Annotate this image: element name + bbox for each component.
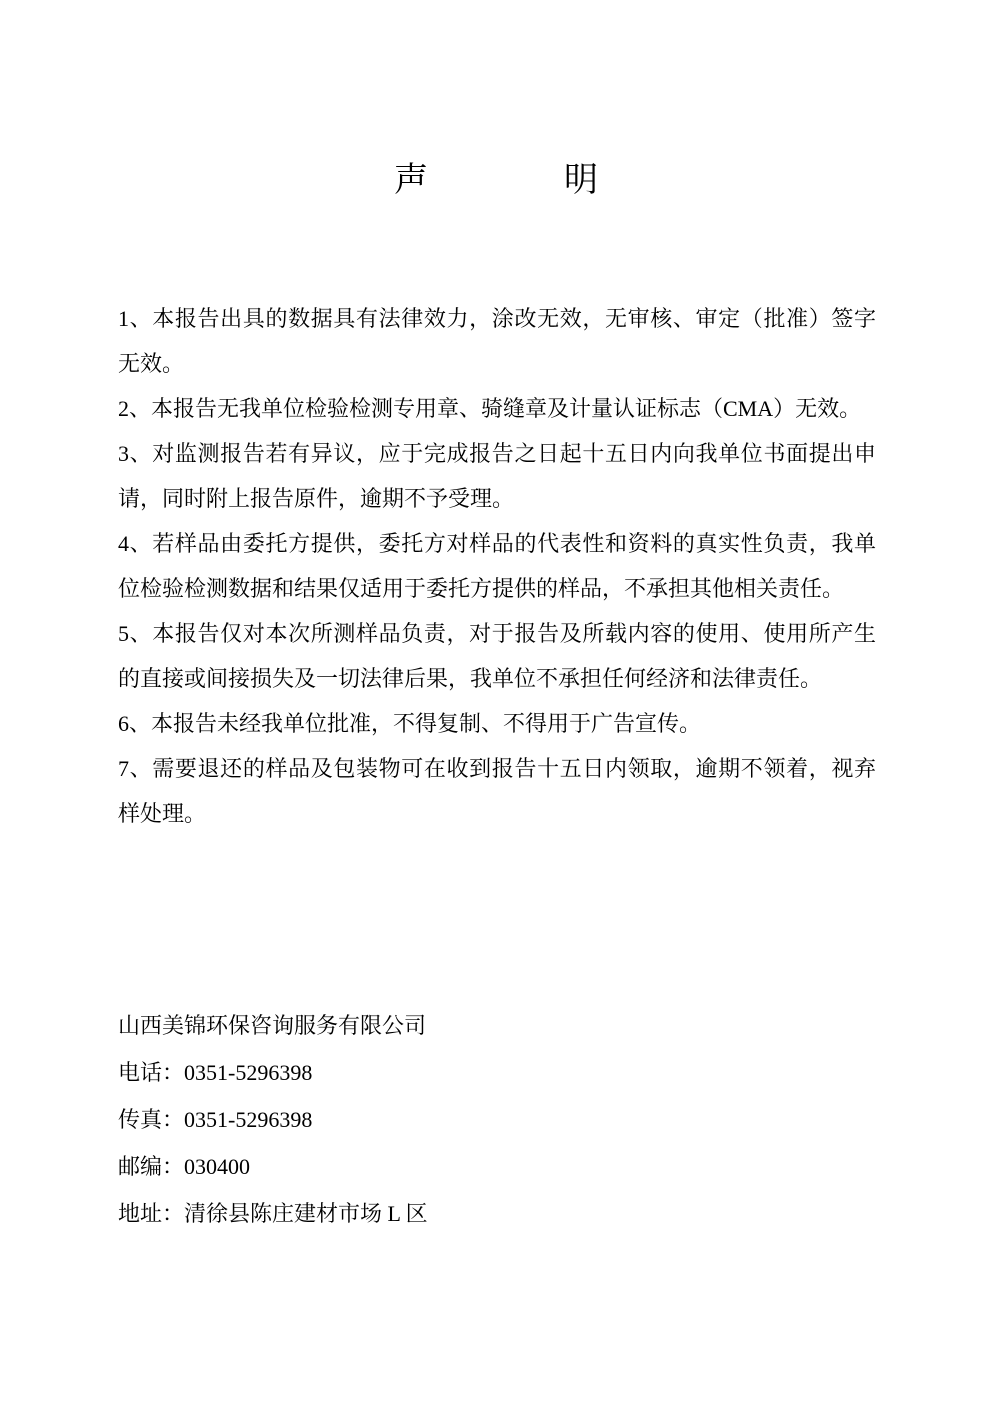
fax-label: 传真： <box>118 1107 185 1132</box>
phone-value: 0351-5296398 <box>184 1060 313 1085</box>
page-title: 声 明 <box>394 162 598 199</box>
statement-item-1: 1、本报告出具的数据具有法律效力，涂改无效，无审核、审定（批准）签字无效。 <box>118 306 876 376</box>
statement-item-4: 4、若样品由委托方提供，委托方对样品的代表性和资料的真实性负责，我单位检验检测数据和结果仅适用于委托方提供的样品，不承担其他相关责任。 <box>118 531 876 601</box>
company-fax-line <box>118 1096 876 1143</box>
company-phone-line <box>118 1049 876 1096</box>
statement-item-3: 3、对监测报告若有异议，应于完成报告之日起十五日内向我单位书面提出申请，同时附上报告原件，逾期不予受理。 <box>118 441 876 511</box>
statement-item-5: 5、本报告仅对本次所测样品负责，对于报告及所载内容的使用、使用所产生的直接或间接损失及一切法律后果，我单位不承担任何经济和法律责任。 <box>118 621 876 691</box>
fax-value: 0351-5296398 <box>184 1107 313 1132</box>
statement-item-6: 6、本报告未经我单位批准，不得复制、不得用于广告宣传。 <box>118 711 702 736</box>
address-label: 地址： <box>118 1201 185 1226</box>
postcode-label: 邮编： <box>118 1154 185 1179</box>
statement-item-2: 2、本报告无我单位检验检测专用章、骑缝章及计量认证标志（CMA）无效。 <box>118 396 862 421</box>
phone-label: 电话： <box>118 1060 185 1085</box>
company-name: 山西美锦环保咨询服务有限公司 <box>118 1013 427 1038</box>
statement-body <box>118 296 876 836</box>
company-address-line <box>118 1190 876 1237</box>
statement-item-7: 7、需要退还的样品及包装物可在收到报告十五日内领取，逾期不领着，视弃样处理。 <box>118 756 876 826</box>
address-value: 清徐县陈庄建材市场 L 区 <box>184 1201 428 1226</box>
postcode-value: 030400 <box>184 1154 251 1179</box>
company-postcode-line <box>118 1143 876 1190</box>
company-info-block <box>118 1002 876 1237</box>
